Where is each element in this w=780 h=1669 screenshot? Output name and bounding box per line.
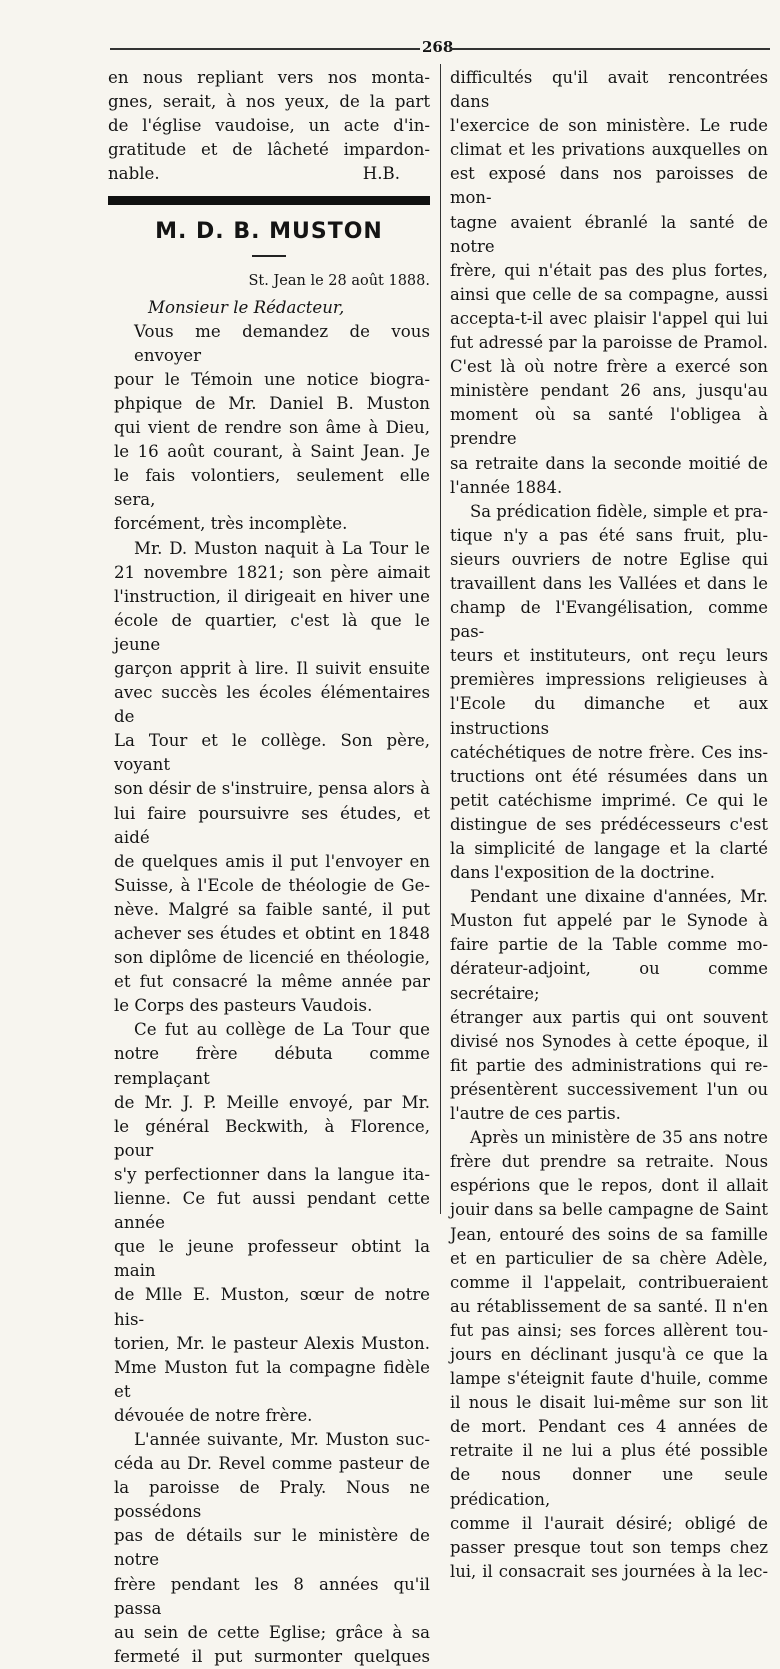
text-line: difficultés qu'il avait rencontrées dans [450,68,768,112]
text-line: le fais volontiers, seulement elle sera, [114,466,430,510]
text-line: l'Ecole du dimanche et aux instructions [450,694,768,738]
text-line: l'autre de ces partis. [450,1104,621,1124]
text-line: école de quartier, c'est là que le jeune [114,610,430,654]
text-line: pour le Témoin une notice biogra- [114,369,430,389]
text-line: dérateur-adjoint, ou comme secrétaire; [450,959,768,1003]
page-header [110,38,770,58]
text-line: Muston fut appelé par le Synode à [450,911,768,931]
text-line: de nous donner une seule prédication, [450,1465,768,1509]
text-line: le 16 août courant, à Saint Jean. Je [114,442,430,462]
text-line: fut pas ainsi; ses forces allèrent tou- [450,1320,768,1340]
text-line: teurs et instituteurs, ont reçu leurs [450,646,768,666]
text-line: nable. [108,164,160,184]
signature: H.B. [362,164,400,184]
intro-signature-line [108,162,430,186]
text-line: tagne avaient ébranlé la santé de notre [450,212,768,256]
text-line: 21 novembre 1821; son père aimait [114,562,430,582]
text-line: travaillent dans les Vallées et dans le [450,573,768,593]
intro-paragraph [108,66,430,186]
paragraph-7 [450,1126,768,1584]
text-line: de Mlle E. Muston, sœur de notre his- [114,1285,430,1329]
text-line: de l'église vaudoise, un acte d'in- [108,116,430,136]
text-line: ainsi que celle de sa compagne, aussi [450,284,768,304]
dateline: St. Jean le 28 août 1888. [248,273,430,290]
text-line: que le jeune professeur obtint la main [114,1237,430,1281]
paragraph-continued [450,66,768,500]
paragraph-4 [114,1428,430,1669]
text-line: fit partie des administrations qui re- [450,1055,768,1075]
text-line: comme il l'appelait, contribueraient [450,1272,768,1292]
text-line: jours en déclinant jusqu'à ce que la [450,1344,768,1364]
article-title: M. D. B. MUSTON [155,219,383,245]
text-line: Mme Muston fut la compagne fidèle et [114,1357,430,1401]
text-line: au sein de cette Eglise; grâce à sa [114,1622,430,1642]
text-line: son désir de s'instruire, pensa alors à [114,779,430,799]
text-line: Ce fut au collège de La Tour que [134,1020,430,1040]
text-line: et fut consacré la même année par [114,972,430,992]
paragraph-3 [114,1018,430,1428]
text-line: catéchétiques de notre frère. Ces ins- [450,742,768,762]
text-line: La Tour et le collège. Son père, voyant [114,731,430,775]
title-dash [252,255,286,257]
text-line: lampe s'éteignit faute d'huile, comme [450,1369,768,1389]
text-line: gnes, serait, à nos yeux, de la part [108,92,430,112]
text-line: lui faire poursuivre ses études, et aidé [114,803,430,847]
text-line: climat et les privations auxquelles on [450,140,768,160]
header-rule-right [450,48,770,50]
text-line: de quelques amis il put l'envoyer en [114,851,430,871]
text-line: nève. Malgré sa faible santé, il put [114,899,430,919]
text-line: avec succès les écoles élémentaires de [114,683,430,727]
text-line: pas de détails sur le ministère de notre [114,1526,430,1570]
paragraph-6 [450,885,768,1126]
text-line: céda au Dr. Revel comme pasteur de [114,1454,430,1474]
text-line: sieurs ouvriers de notre Eglise qui [450,549,768,569]
text-line: fut adressé par la paroisse de Pramol. [450,333,768,353]
text-line: le Corps des pasteurs Vaudois. [114,996,373,1016]
text-line: dans l'exposition de la doctrine. [450,863,715,883]
text-line: retraite il ne lui a plus été possible [450,1441,768,1461]
text-line: notre frère débuta comme remplaçant [114,1044,430,1088]
text-line: Après un ministère de 35 ans notre [470,1128,768,1148]
text-line: dévouée de notre frère. [114,1405,313,1425]
text-line: divisé nos Synodes à cette époque, il [450,1031,768,1051]
text-line: premières impressions religieuses à [450,670,768,690]
text-line: l'exercice de son ministère. Le rude [450,116,768,136]
text-line: est exposé dans nos paroisses de mon- [450,164,768,208]
text-line: lienne. Ce fut aussi pendant cette année [114,1189,430,1233]
text-line: passer presque tout son temps chez [450,1537,768,1557]
text-line: Pendant une dixaine d'années, Mr. [470,887,768,907]
text-line: en nous repliant vers nos monta- [108,68,430,87]
text-line: fermeté il put surmonter quelques [114,1646,430,1666]
text-line: Mr. D. Muston naquit à La Tour le [134,538,430,558]
text-line: faire partie de la Table comme mo- [450,935,768,955]
text-line: espérions que le repos, dont il allait [450,1176,768,1196]
text-line: sa retraite dans la seconde moitié de [450,453,768,473]
text-line: et en particulier de sa chère Adèle, [450,1248,768,1268]
text-line: frère, qui n'était pas des plus fortes, [450,260,768,280]
paragraph-1 [114,320,430,537]
text-line: champ de l'Evangélisation, comme pas- [450,598,768,642]
text-line: frère pendant les 8 années qu'il passa [114,1574,430,1618]
text-line: C'est là où notre frère a exercé son [450,357,768,377]
text-line: forcément, très incomplète. [114,514,348,534]
text-line: au rétablissement de sa santé. Il n'en [450,1296,768,1316]
left-column [108,66,430,1669]
text-line: distingue de ses prédécesseurs c'est [450,814,768,834]
text-line: Suisse, à l'Ecole de théologie de Ge- [114,875,430,895]
text-line: de Mr. J. P. Meille envoyé, par Mr. [114,1092,430,1112]
section-rule [108,196,430,205]
text-line: torien, Mr. le pasteur Alexis Muston. [114,1333,430,1353]
text-line: Vous me demandez de vous envoyer [134,321,430,365]
text-line: petit catéchisme imprimé. Ce qui le [450,790,768,810]
text-line: comme il l'aurait désiré; obligé de [450,1513,768,1533]
text-line: le général Beckwith, à Florence, pour [114,1116,430,1160]
salutation: Monsieur le Rédacteur, [148,297,345,317]
text-line: achever ses études et obtint en 1848 [114,924,430,943]
text-line: L'année suivante, Mr. Muston suc- [134,1429,430,1449]
text-line: tructions ont été résumées dans un [450,766,768,786]
text-line: présentèrent successivement l'un ou [450,1079,768,1099]
text-line: tique n'y a pas été sans fruit, plu- [450,525,768,545]
text-line: étranger aux partis qui ont souvent [450,1007,768,1027]
text-line: qui vient de rendre son âme à Dieu, [114,418,430,438]
paragraph-5 [450,500,768,886]
text-line: accepta-t-il avec plaisir l'appel qui lui [450,308,768,328]
page-number: 268 [422,38,454,56]
right-column [450,66,768,1584]
text-line: jouir dans sa belle campagne de Saint [450,1200,768,1220]
text-line: moment où sa santé l'obligea à prendre [450,405,768,449]
text-line: ministère pendant 26 ans, jusqu'au [450,381,768,401]
text-line: Jean, entouré des soins de sa famille [450,1224,768,1244]
text-line: l'instruction, il dirigeait en hiver une [114,586,430,606]
text-line: s'y perfectionner dans la langue ita- [114,1164,430,1184]
paragraph-2 [114,537,430,1019]
text-line: gratitude et de lâcheté impardon- [108,140,430,160]
text-line: lui, il consacrait ses journées à la lec- [450,1561,768,1581]
text-line: de mort. Pendant ces 4 années de [450,1417,768,1437]
text-line: garçon apprit à lire. Il suivit ensuite [114,658,430,678]
column-divider [440,64,441,1214]
text-line: la simplicité de langage et la clarté [450,839,768,858]
text-line: l'année 1884. [450,477,563,497]
text-line: Sa prédication fidèle, simple et pra- [470,501,768,521]
text-line: phpique de Mr. Daniel B. Muston [114,393,430,413]
text-line: frère dut prendre sa retraite. Nous [450,1152,768,1172]
text-line: la paroisse de Praly. Nous ne possédons [114,1478,430,1522]
header-rule-left [110,48,420,50]
text-line: il nous le disait lui-même sur son lit [450,1393,768,1413]
text-line: son diplôme de licencié en théologie, [114,948,430,968]
